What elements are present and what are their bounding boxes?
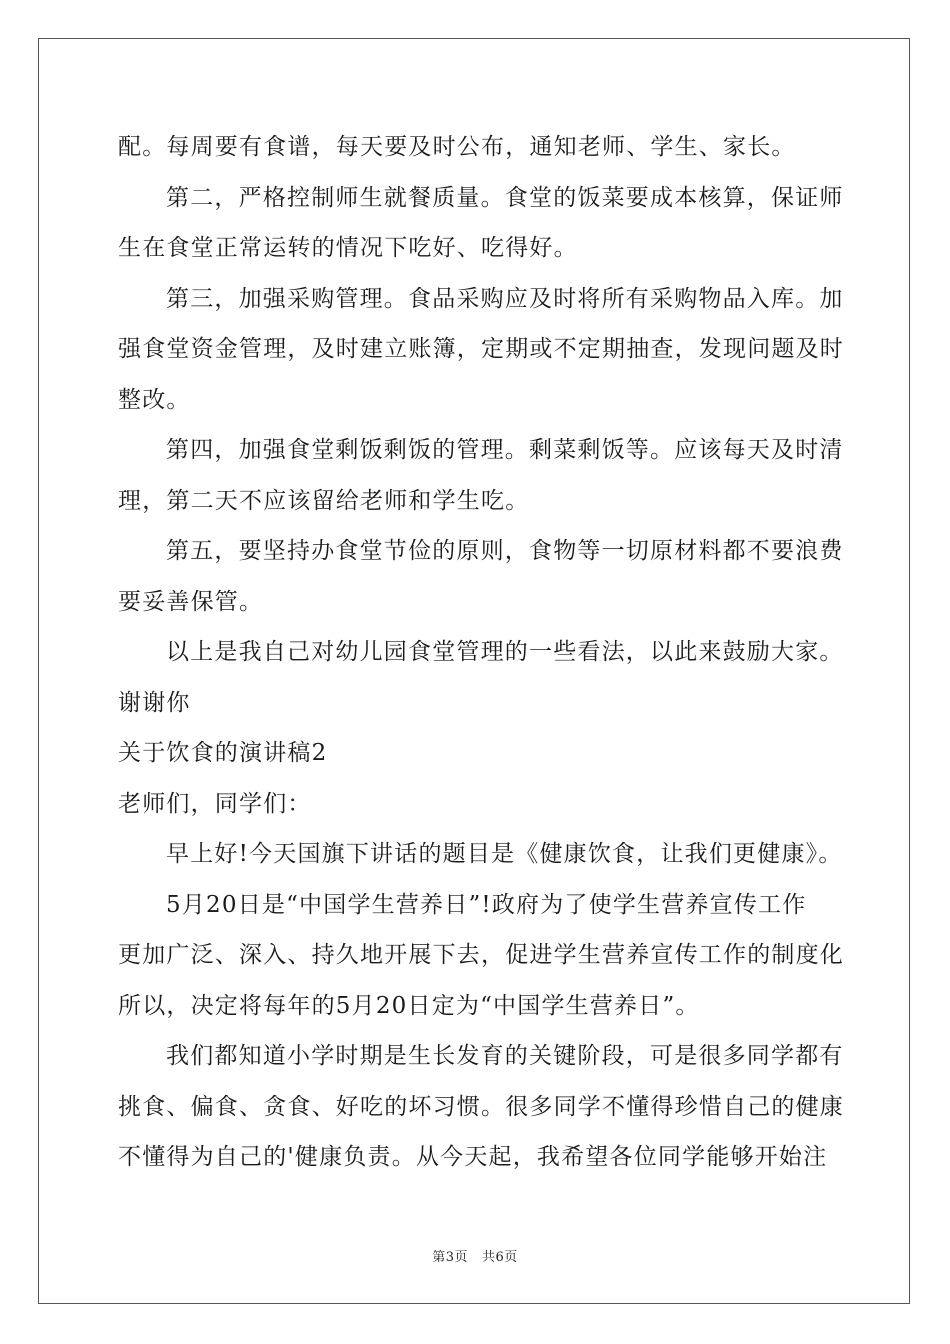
text-line-19: 我们都知道小学时期是生长发育的关键阶段，可是很多同学都有 <box>166 1043 844 1069</box>
text-line-12: 谢谢你 <box>118 689 191 716</box>
text-line-3: 生在食堂正常运转的情况下吃好、吃得好。 <box>118 235 578 261</box>
text-line-9: 第五，要坚持办食堂节俭的原则，食物等一切原材料都不要浪费 <box>166 538 844 564</box>
page-footer <box>0 1246 950 1265</box>
text-line-7: 第四，加强食堂剩饭剩饭的管理。剩菜剩饭等。应该每天及时清 <box>166 437 844 463</box>
text-line-16: 5月20日是“中国学生营养日”!政府为了使学生营养宣传工作 <box>166 891 807 918</box>
text-line-4: 第三，加强采购管理。食品采购应及时将所有采购物品入库。加 <box>166 285 844 312</box>
section-title: 关于饮食的演讲稿2 <box>118 740 328 766</box>
text-line-10: 要妥善保管。 <box>118 588 264 615</box>
text-line-6: 整改。 <box>118 386 191 413</box>
text-line-8: 理，第二天不应该留给老师和学生吃。 <box>118 487 530 514</box>
page-total: 共6页 <box>482 1250 518 1265</box>
text-line-11: 以上是我自己对幼儿园食堂管理的一些看法，以此来鼓励大家。 <box>166 639 844 665</box>
text-line-5: 强食堂资金管理，及时建立账簿，定期或不定期抽查，发现问题及时 <box>118 336 844 362</box>
page-number: 第3页 <box>432 1250 468 1265</box>
text-line-2: 第二，严格控制师生就餐质量。食堂的饭菜要成本核算，保证师 <box>166 184 844 211</box>
text-line-1: 配。每周要有食谱，每天要及时公布，通知老师、学生、家长。 <box>118 134 796 160</box>
text-line-21: 不懂得为自己的'健康负责。从今天起，我希望各位同学能够开始注 <box>118 1144 828 1170</box>
text-line-17: 更加广泛、深入、持久地开展下去，促进学生营养宣传工作的制度化 <box>118 942 844 968</box>
text-line-15: 早上好!今天国旗下讲话的题目是《健康饮食，让我们更健康》。 <box>166 841 843 867</box>
salutation: 老师们，同学们： <box>118 790 312 817</box>
text-line-20: 挑食、偏食、贪食、好吃的坏习惯。很多同学不懂得珍惜自己的健康 <box>118 1093 844 1120</box>
document-body <box>118 122 844 1183</box>
text-line-18: 所以，决定将每年的5月20日定为“中国学生营养日”。 <box>118 992 700 1019</box>
